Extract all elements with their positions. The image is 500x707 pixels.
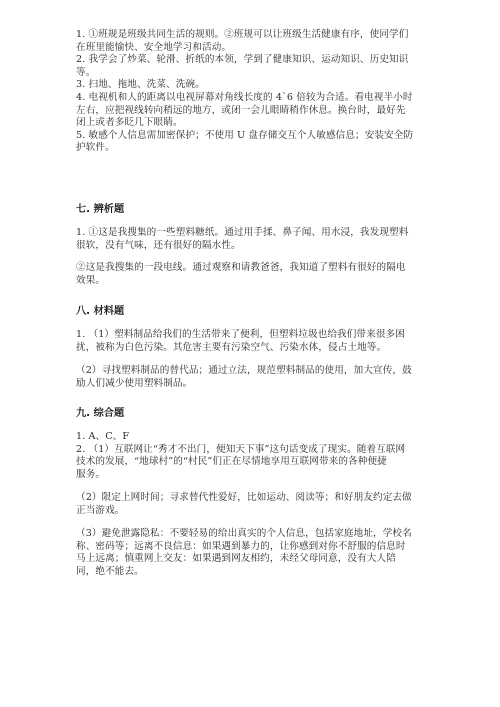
text-line: 5. 敏感个人信息需加密保护；不使用 U 盘存储交互个人敏感信息；安装安全防: [76, 129, 414, 141]
text-line: 4. 电视机和人的距离以电视屏幕对角线长度的 4`6 倍较为合适。看电视半小时: [76, 91, 413, 103]
text-line: 护软件。: [76, 142, 115, 154]
text-line: 1. （1）塑料制品给我们的生活带来了便利，但塑料垃圾也给我们带来很多困: [76, 329, 405, 340]
text-line: 扰，被称为白色污染。其危害主要有污染空气、污染水体，侵占土地等。: [76, 341, 387, 353]
section6-answers: [76, 29, 428, 155]
text-line: 效果。: [76, 274, 106, 286]
text-line: 励人们减少使用塑料制品。: [76, 377, 193, 389]
section8-para1: [76, 329, 428, 354]
section8-para2: [76, 365, 428, 390]
text-line: 左右，应把视线转向稍远的地方，或闭一会儿眼睛稍作休息。换台时，最好先: [76, 104, 406, 116]
text-line: 同，绝不能去。: [76, 565, 144, 577]
text-line: ②这是我搜集的一段电线。通过观察和请教爸爸，我知道了塑料有很好的隔电: [76, 262, 406, 273]
text-line: 很软，没有气味，还有很好的隔水性。: [76, 239, 241, 251]
text-line: （3）避免泄露隐私：不要轻易的给出真实的个人信息，包括家庭地址，学校名: [76, 528, 412, 539]
section-heading-8: 八. 材料题: [76, 306, 125, 317]
text-line: 正当游戏。: [76, 504, 125, 516]
text-line: 称、密码等；远离不良信息：如果遇到暴力的，让你感到对你不舒服的信息时: [76, 540, 406, 552]
section-heading-7: 七. 辨析题: [76, 204, 125, 215]
text-line: 2. （1）互联网让“秀才不出门，便知天下事”这句话变成了现实。随着互联网: [76, 443, 406, 455]
text-line: 1. A、C、F: [76, 431, 130, 442]
section7-para1: [76, 227, 428, 252]
text-line: 3. 扫地、拖地、洗菜、洗碗。: [76, 79, 205, 91]
text-line: 2. 我学会了炒菜、轮滑、折纸的本领，学到了健康知识、运动知识、历史知识: [76, 54, 409, 66]
section9-para3: [76, 528, 428, 578]
text-line: （2）寻找塑料制品的替代品；通过立法，规范塑料制品的使用，加大宣传，鼓: [76, 365, 412, 376]
text-line: 服务。: [76, 468, 106, 480]
text-line: 1. ①这是我搜集的一些塑料糖纸。通过用手揉、鼻子闻、用水浸，我发现塑料: [76, 227, 409, 238]
text-line: 在班里能愉快、安全地学习和活动。: [76, 41, 232, 53]
text-line: 技术的发展，“地球村”的“村民”们正在尽情地享用互联网带来的各种便捷: [76, 456, 387, 468]
section9-para2: [76, 492, 428, 517]
text-line: 等。: [76, 66, 96, 78]
section7-para2: [76, 262, 428, 287]
text-line: （2）限定上网时间；寻求替代性爱好，比如运动、阅读等；和好朋友约定去做: [76, 492, 412, 503]
section-heading-9: 九. 综合题: [76, 408, 125, 419]
text-line: 马上远离；慎重网上交友：如果遇到网友相约，未经父母同意，没有大人陪: [76, 553, 396, 565]
text-line: 1. ①班规是班级共同生活的规则。②班规可以让班级生活健康有序，使同学们: [76, 29, 409, 40]
text-line: 闭上或者多眨几下眼睛。: [76, 117, 183, 129]
section9-para1: [76, 431, 428, 481]
